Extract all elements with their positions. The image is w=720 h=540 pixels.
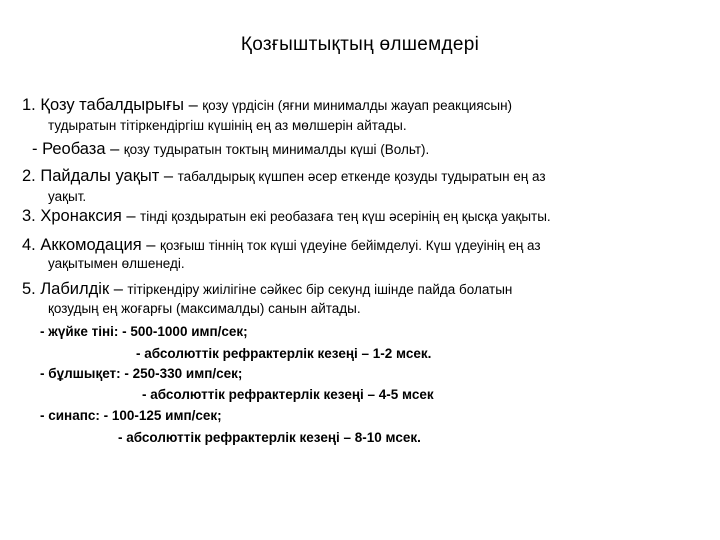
item-1-term: 1. Қозу табалдырығы –	[22, 96, 198, 114]
reobase-definition: қозу тудыратын токтың минималды күші (Вольт).	[123, 142, 430, 157]
item-4-term: 4. Аккомодация –	[22, 236, 156, 254]
item-4-definition: қозғыш тіннің ток күші үдеуіне бейімделуі. Күш үдеуінің ең аз	[159, 238, 541, 253]
item-4-line	[22, 236, 541, 255]
detail-muscle-rate: - бұлшықет: - 250-330 имп/сек;	[40, 366, 243, 381]
item-2-definition: табалдырық күшпен әсер еткенде қозуды тудыратын ең аз	[177, 169, 546, 184]
detail-synapse-refractory: - абсолюттік рефрактерлік кезеңі – 8-10 мсек.	[118, 430, 421, 445]
detail-nerve-rate: - жүйке тіні: - 500-1000 имп/сек;	[40, 324, 248, 339]
item-5-definition: тітіркендіру жиілігіне сәйкес бір секунд ішінде пайда болатын	[127, 282, 513, 297]
item-5-term-visible: 5. Лабилдік –	[22, 280, 123, 298]
item-3-term: 3. Хронаксия –	[22, 207, 136, 225]
item-2-definition-cont: уақыт.	[48, 189, 87, 204]
detail-nerve-refractory: - абсолюттік рефрактерлік кезеңі – 1-2 мсек.	[136, 346, 432, 361]
item-5-definition-cont: қозудың ең жоғарғы (максималды) санын айтады.	[48, 301, 361, 316]
item-2-line	[22, 167, 546, 186]
slide-title: Қозғыштықтың өлшемдері	[240, 34, 480, 55]
detail-muscle-refractory: - абсолюттік рефрактерлік кезеңі – 4-5 мсек	[142, 387, 434, 402]
detail-synapse-rate: - синапс: - 100-125 имп/сек;	[40, 408, 222, 423]
reobase-term: - Реобаза –	[32, 140, 120, 158]
item-2-term: 2. Пайдалы уақыт –	[22, 167, 174, 185]
item-4-definition-cont: уақытымен өлшенеді.	[48, 256, 185, 271]
item-3-definition: тінді қоздыратын екі реобазаға тең күш әсерінің ең қысқа уақыты.	[140, 209, 551, 224]
item-1-line	[22, 96, 512, 115]
reobase-line	[32, 140, 429, 159]
item-5-line	[22, 280, 512, 299]
item-3-line	[22, 207, 551, 226]
item-1-definition-cont: тудыратын тітіркендіргіш күшінің ең аз мөлшерін айтады.	[48, 118, 407, 133]
item-1-definition: қозу үрдісін (яғни минималды жауап реакциясын)	[202, 98, 513, 113]
